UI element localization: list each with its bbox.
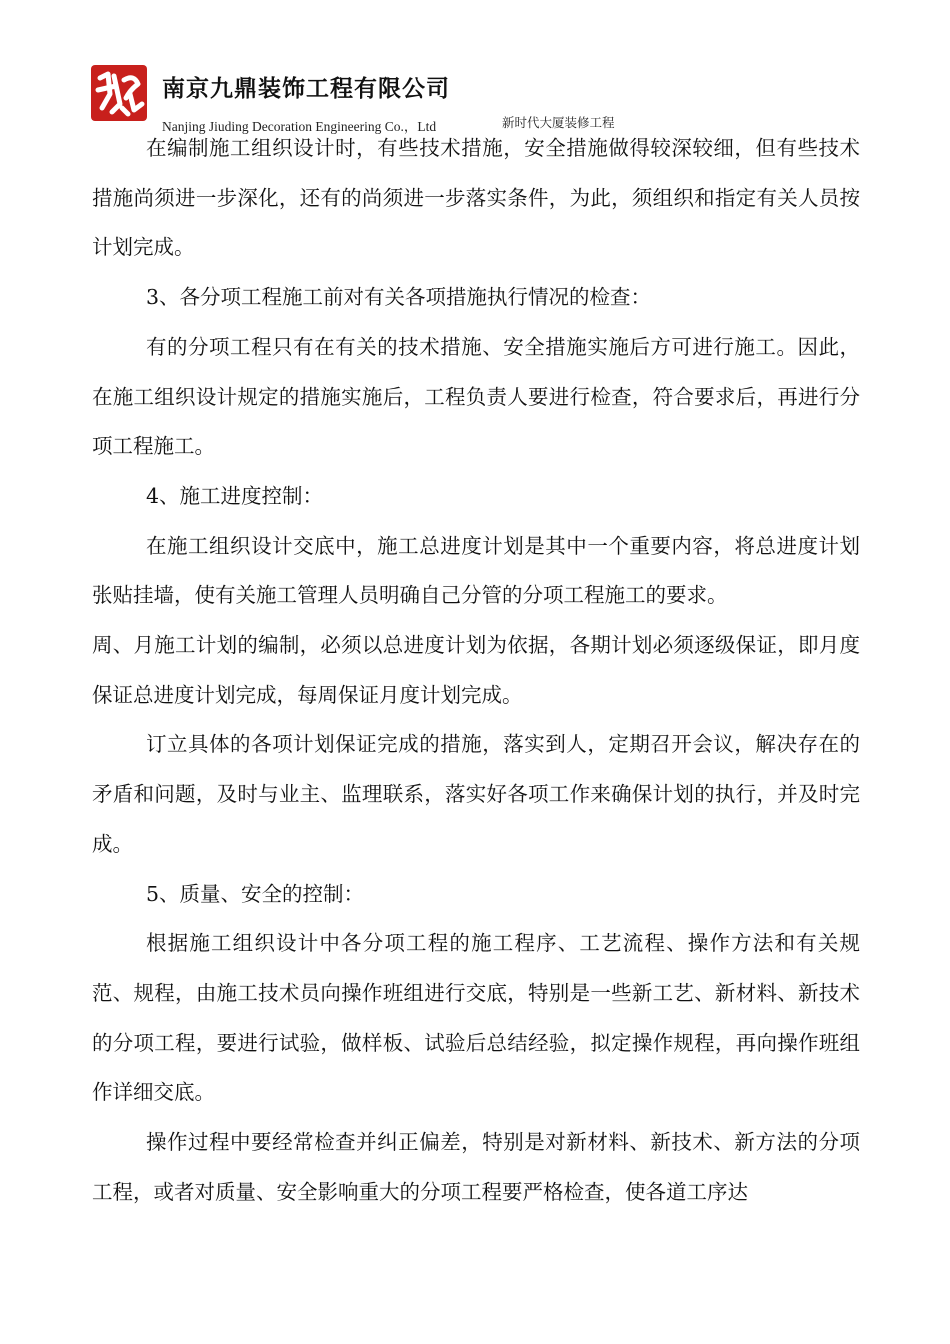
project-name: 新时代大厦装修工程	[502, 115, 615, 130]
paragraph: 在编制施工组织设计时，有些技术措施，安全措施做得较深较细，但有些技术措施尚须进一步深化，还有的尚须进一步落实条件，为此，须组织和指定有关人员按计划完成。	[92, 136, 860, 260]
document-body	[92, 124, 860, 1217]
section-heading: 4、施工进度控制：	[146, 483, 324, 508]
paragraph: 在施工组织设计交底中，施工总进度计划是其中一个重要内容，将总进度计划张贴挂墙，使有关施工管理人员明确自己分管的分项工程施工的要求。	[92, 533, 860, 608]
section-heading: 3、各分项工程施工前对有关各项措施执行情况的检查：	[146, 285, 652, 310]
section-heading: 5、质量、安全的控制：	[146, 881, 365, 906]
company-name-en: Nanjing Jiuding Decoration Engineering Co.，Ltd	[162, 119, 437, 134]
paragraph: 操作过程中要经常检查并纠正偏差，特别是对新材料、新技术、新方法的分项工程，或者对质量、安全影响重大的分项工程要严格检查，使各道工序达	[92, 1130, 860, 1204]
paragraph: 有的分项工程只有在有关的技术措施、安全措施实施后方可进行施工。因此，在施工组织设计规定的措施实施后，工程负责人要进行检查，符合要求后，再进行分项工程施工。	[92, 334, 860, 459]
paragraph: 周、月施工计划的编制，必须以总进度计划为依据，各期计划必须逐级保证，即月度保证总进度计划完成，每周保证月度计划完成。	[92, 633, 860, 707]
paragraph: 订立具体的各项计划保证完成的措施，落实到人，定期召开会议，解决存在的矛盾和问题，及时与业主、监理联系，落实好各项工作来确保计划的执行，并及时完成。	[92, 732, 860, 856]
paragraph: 根据施工组织设计中各分项工程的施工程序、工艺流程、操作方法和有关规范、规程，由施工技术员向操作班组进行交底，特别是一些新工艺、新材料、新技术的分项工程，要进行试验，做样板、试验后总结经验，拟定操作规程，再向操作班组作详细交底。	[92, 931, 860, 1105]
company-logo-icon	[90, 64, 148, 122]
company-name-cn: 南京九鼎装饰工程有限公司	[162, 76, 450, 102]
